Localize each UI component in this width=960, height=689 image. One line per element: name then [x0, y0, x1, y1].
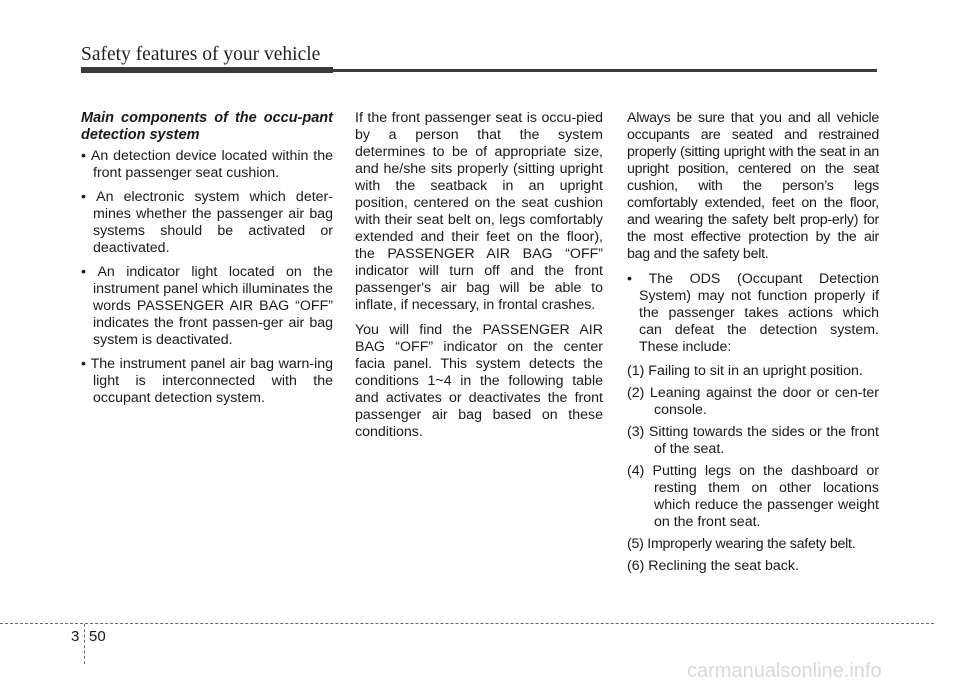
list-item: • An detection device located within the front passenger seat cushion.: [81, 148, 333, 182]
paragraph: You will find the PASSENGER AIR BAG “OFF” indicator on the center facia panel. This system detects the conditions 1~4 in the following table and activates or deactivates the front passenger air bag based on these conditions.: [355, 322, 603, 440]
column-1: [81, 110, 333, 414]
chapter-number: 3: [71, 628, 80, 645]
ods-conditions-list: [627, 363, 879, 575]
components-list: [81, 148, 333, 407]
footer-vertical-divider: [84, 624, 85, 664]
column-2: [355, 110, 603, 449]
paragraph: Always be sure that you and all vehicle occupants are seated and restrained properly (sitting upright with the seat in an upright position, centered on the seat cushion, with the person’s legs comfortably extended, feet on the floor, and wearing the safety belt prop-erly) for the most effective protection by the air bag and the safety belt.: [627, 110, 879, 262]
header-rule: [81, 69, 877, 72]
list-item: (3) Sitting towards the sides or the front of the seat.: [627, 424, 879, 457]
footer-divider: [0, 623, 934, 624]
page-number: 50: [89, 628, 106, 645]
list-item: (4) Putting legs on the dashboard or resting them on other locations which reduce the passenger weight on the front seat.: [627, 463, 879, 530]
list-item: (2) Leaning against the door or cen-ter console.: [627, 385, 879, 418]
page-header-title: Safety features of your vehicle: [81, 44, 321, 65]
list-item: • The ODS (Occupant Detection System) may not function properly if the passenger takes actions which can defeat the detection system. These include:: [627, 271, 879, 356]
column-3: [627, 110, 879, 580]
list-item: (5) Improperly wearing the safety belt.: [627, 536, 856, 552]
list-item: (1) Failing to sit in an upright position.: [627, 363, 863, 379]
ods-bullet-list: [627, 271, 879, 356]
list-item: • An electronic system which deter-mines whether the passenger air bag systems should be activated or deactivated.: [81, 189, 333, 257]
list-item: (6) Reclining the seat back.: [627, 558, 799, 574]
list-item: • An indicator light located on the instrument panel which illuminates the words PASSENGER AIR BAG “OFF” indicates the front passen-ger air bag system is deactivated.: [81, 264, 333, 349]
paragraph: If the front passenger seat is occu-pied by a person that the system determines to be of appropriate size, and he/she sits properly (sitting upright with the seatback in an upright position, centered on the seat cushion with their seat belt on, legs comfortably extended and their feet on the floor), the PASSENGER AIR BAG “OFF” indicator will turn off and the front passenger's air bag will be able to inflate, if necessary, in frontal crashes.: [355, 110, 603, 313]
list-item: • The instrument panel air bag warn-ing light is interconnected with the occupant detection system.: [81, 356, 333, 407]
watermark: carmanualsonline.info: [687, 660, 882, 682]
section-title: Main components of the occu-pant detection system: [81, 110, 333, 143]
